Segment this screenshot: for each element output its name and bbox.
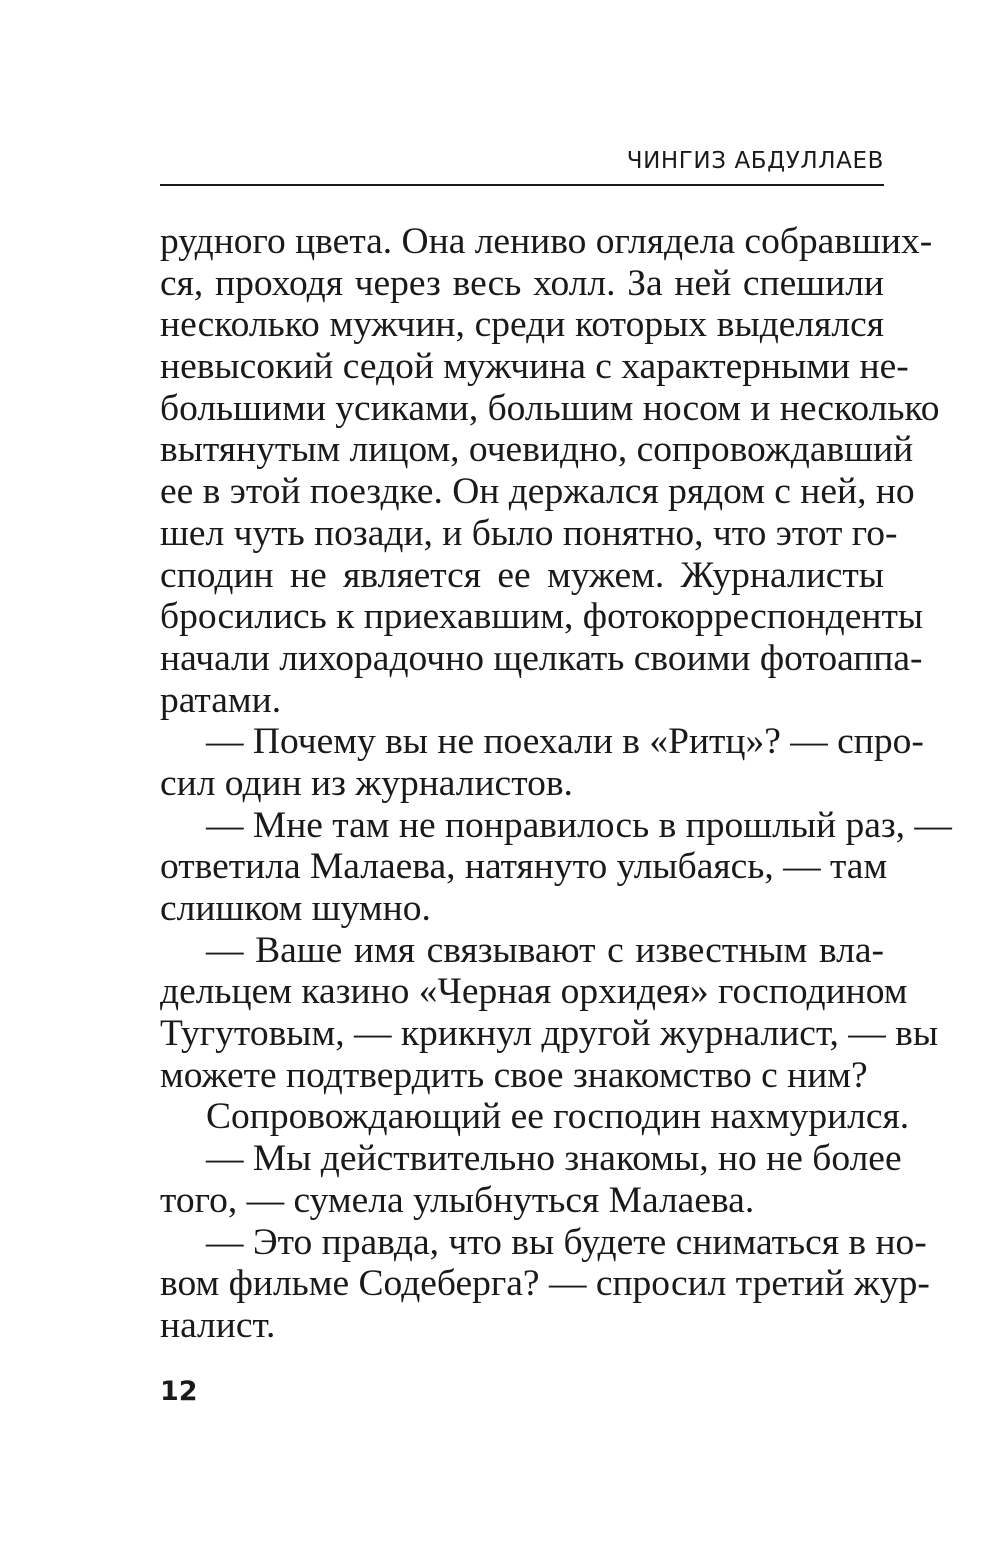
text-line: Тугутовым, — крикнул другой журналист, — вы [160,1013,939,1055]
text-line: — Это правда, что вы будете сниматься в но- [206,1221,927,1263]
text-line: слишком шумно. [160,888,431,929]
text-line: бросились к приехавшим, фотокорреспонденты [160,596,924,638]
text-line: того, — сумела улыбнуться Малаева. [160,1179,755,1221]
text-line: — Ваше имя связывают с известным вла- [206,929,884,971]
author-name: ЧИНГИЗ АБДУЛЛАЕВ [626,148,884,174]
text-line: невысокий седой мужчина с характерными не- [160,346,909,388]
text-line: вом фильме Содеберга? — спросил третий жур- [160,1263,930,1305]
text-line: — Мне там не понравилось в прошлый раз, — [206,804,952,846]
text-line: можете подтвердить свое знакомство с ним? [160,1054,868,1096]
text-line: рудного цвета. Она лениво оглядела собравших- [160,221,933,262]
text-line: большими усиками, большим носом и несколько [160,387,940,429]
text-line: ся, проходя через весь холл. За ней спешили [160,262,884,304]
text-line: начали лихорадочно щелкать своими фотоаппа- [160,637,923,679]
body-text [160,221,952,1347]
text-line: ратами. [160,679,282,721]
text-line: сподин не является ее мужем. Журналисты [160,554,884,596]
running-header [160,140,884,186]
text-line: шел чуть позади, и было понятно, что этот го- [160,512,898,554]
text-line: дельцем казино «Черная орхидея» господином [160,971,908,1013]
text-line: ее в этой поездке. Он держался рядом с ней, но [160,471,915,513]
text-line: — Мы действительно знакомы, но не более [206,1138,902,1180]
text-line: налист. [160,1304,276,1346]
text-line: несколько мужчин, среди которых выделялся [160,304,884,346]
text-line: ответила Малаева, натянуто улыбаясь, — там [160,846,888,888]
text-line: вытянутым лицом, очевидно, сопровождавший [160,429,914,471]
text-line: сил один из журналистов. [160,762,573,804]
text-line: Сопровождающий ее господин нахмурился. [206,1096,910,1138]
page-number: 12 [160,1376,198,1407]
text-line: — Почему вы не поехали в «Ритц»? — спро- [206,721,924,763]
